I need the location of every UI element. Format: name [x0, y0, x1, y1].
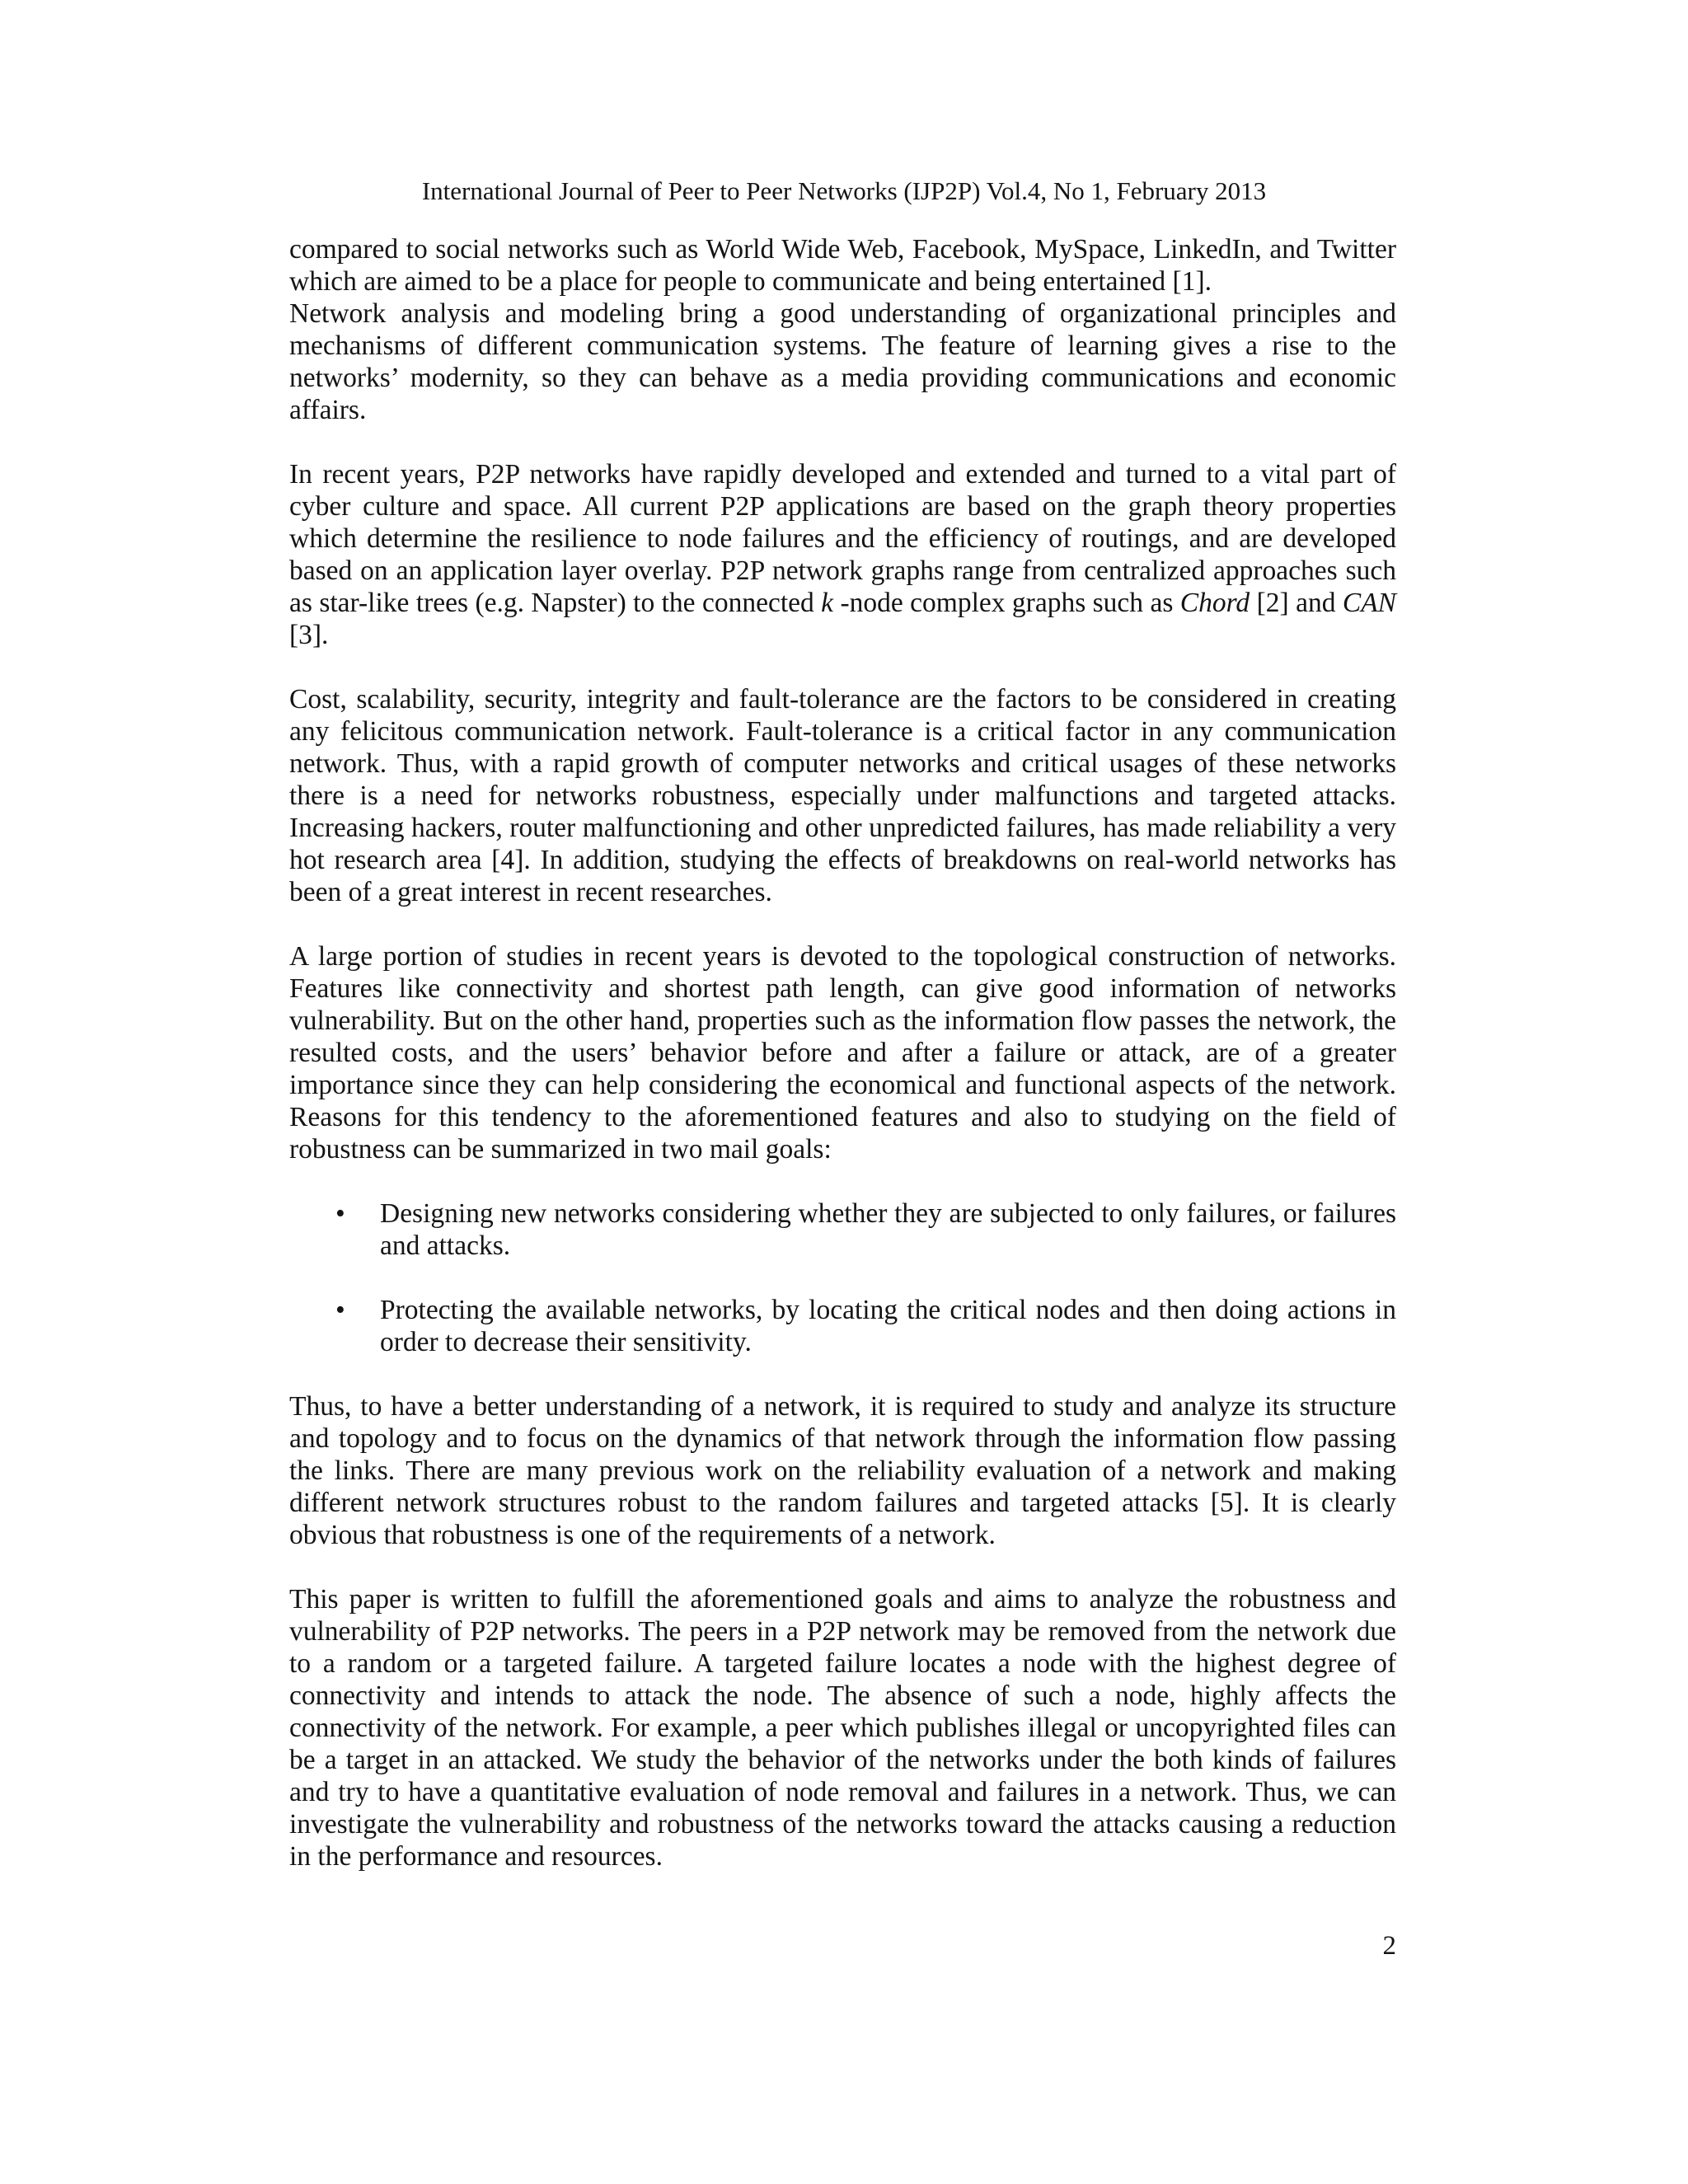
list-item: [289, 1197, 1396, 1262]
body-text: [289, 233, 1396, 1872]
list-item: [289, 1294, 1396, 1358]
bullet-icon: •: [335, 1295, 345, 1325]
paragraph-4: A large portion of studies in recent years is devoted to the topological construction of networks. Features like connectivity and shortest path length, can give good information of networks vulnerability. But on the other hand, properties such as the information flow passes the network, the resulted costs, and the users’ behavior before and after a failure or attack, are of a greater importance since they can help considering the economical and functional aspects of the network. Reasons for this tendency to the aforementioned features and also to studying on the field of robustness can be summarized in two mail goals:: [289, 941, 1396, 1165]
paragraph-3: Cost, scalability, security, integrity and fault-tolerance are the factors to be considered in creating any felicitous communication network. Fault-tolerance is a critical factor in any communication network. Thus, with a rapid growth of computer networks and critical usages of these networks there is a need for networks robustness, especially under malfunctions and targeted attacks. Increasing hackers, router malfunctioning and other unpredicted failures, has made reliability a very hot research area [4]. In addition, studying the effects of breakdowns on real-world networks has been of a great interest in recent researches.: [289, 684, 1396, 907]
goals-list: [289, 1197, 1396, 1358]
paragraph-2-text-b: -node complex graphs such as: [840, 588, 1174, 618]
paragraph-1b: Network analysis and modeling bring a good understanding of organizational principles and mechanisms of different communication systems. The feature of learning gives a rise to the networks’ modernity, so they can behave as a media providing communications and economic affairs.: [289, 298, 1396, 425]
page-number: 2: [1382, 1931, 1396, 1961]
bullet-icon: •: [335, 1198, 345, 1229]
paragraph-2-text-a: In recent years, P2P networks have rapidly developed and extended and turned to a vital part of cyber culture and space. All current P2P applications are based on the graph theory properties which determine the resilience to node failures and the efficiency of routings, and are developed based on an application layer overlay. P2P network graphs range from centralized approaches such as star-like trees (e.g. Napster) to the connected: [289, 459, 1396, 618]
running-header: International Journal of Peer to Peer Networks (IJP2P) Vol.4, No 1, February 2013: [421, 176, 1267, 205]
paragraph-2: [289, 458, 1396, 651]
chord-term: Chord: [1179, 588, 1250, 618]
list-item-text: Designing new networks considering whether they are subjected to only failures, or failures and attacks.: [380, 1198, 1396, 1261]
can-term: CAN: [1342, 588, 1397, 618]
paragraph-2-text-d: [3].: [289, 620, 329, 650]
math-variable-k: k: [821, 588, 834, 618]
list-item-text: Protecting the available networks, by locating the critical nodes and then doing actions in order to decrease their sensitivity.: [380, 1295, 1396, 1357]
paragraph-2-text-c: [2] and: [1256, 588, 1336, 618]
paragraph-6: This paper is written to fulfill the aforementioned goals and aims to analyze the robustness and vulnerability of P2P networks. The peers in a P2P network may be removed from the network due to a random or a targeted failure. A targeted failure locates a node with the highest degree of connectivity and intends to attack the node. The absence of such a node, highly affects the connectivity of the network. For example, a peer which publishes illegal or uncopyrighted files can be a target in an attacked. We study the behavior of the networks under the both kinds of failures and try to have a quantitative evaluation of node removal and failures in a network. Thus, we can investigate the vulnerability and robustness of the networks toward the attacks causing a reduction in the performance and resources.: [289, 1584, 1396, 1872]
paragraph-1a: compared to social networks such as World Wide Web, Facebook, MySpace, LinkedIn, and Twitter which are aimed to be a place for people to communicate and being entertained [1].: [289, 234, 1396, 297]
paragraph-5: Thus, to have a better understanding of a network, it is required to study and analyze its structure and topology and to focus on the dynamics of that network through the information flow passing the links. There are many previous work on the reliability evaluation of a network and making different network structures robust to the random failures and targeted attacks [5]. It is clearly obvious that robustness is one of the requirements of a network.: [289, 1391, 1396, 1550]
